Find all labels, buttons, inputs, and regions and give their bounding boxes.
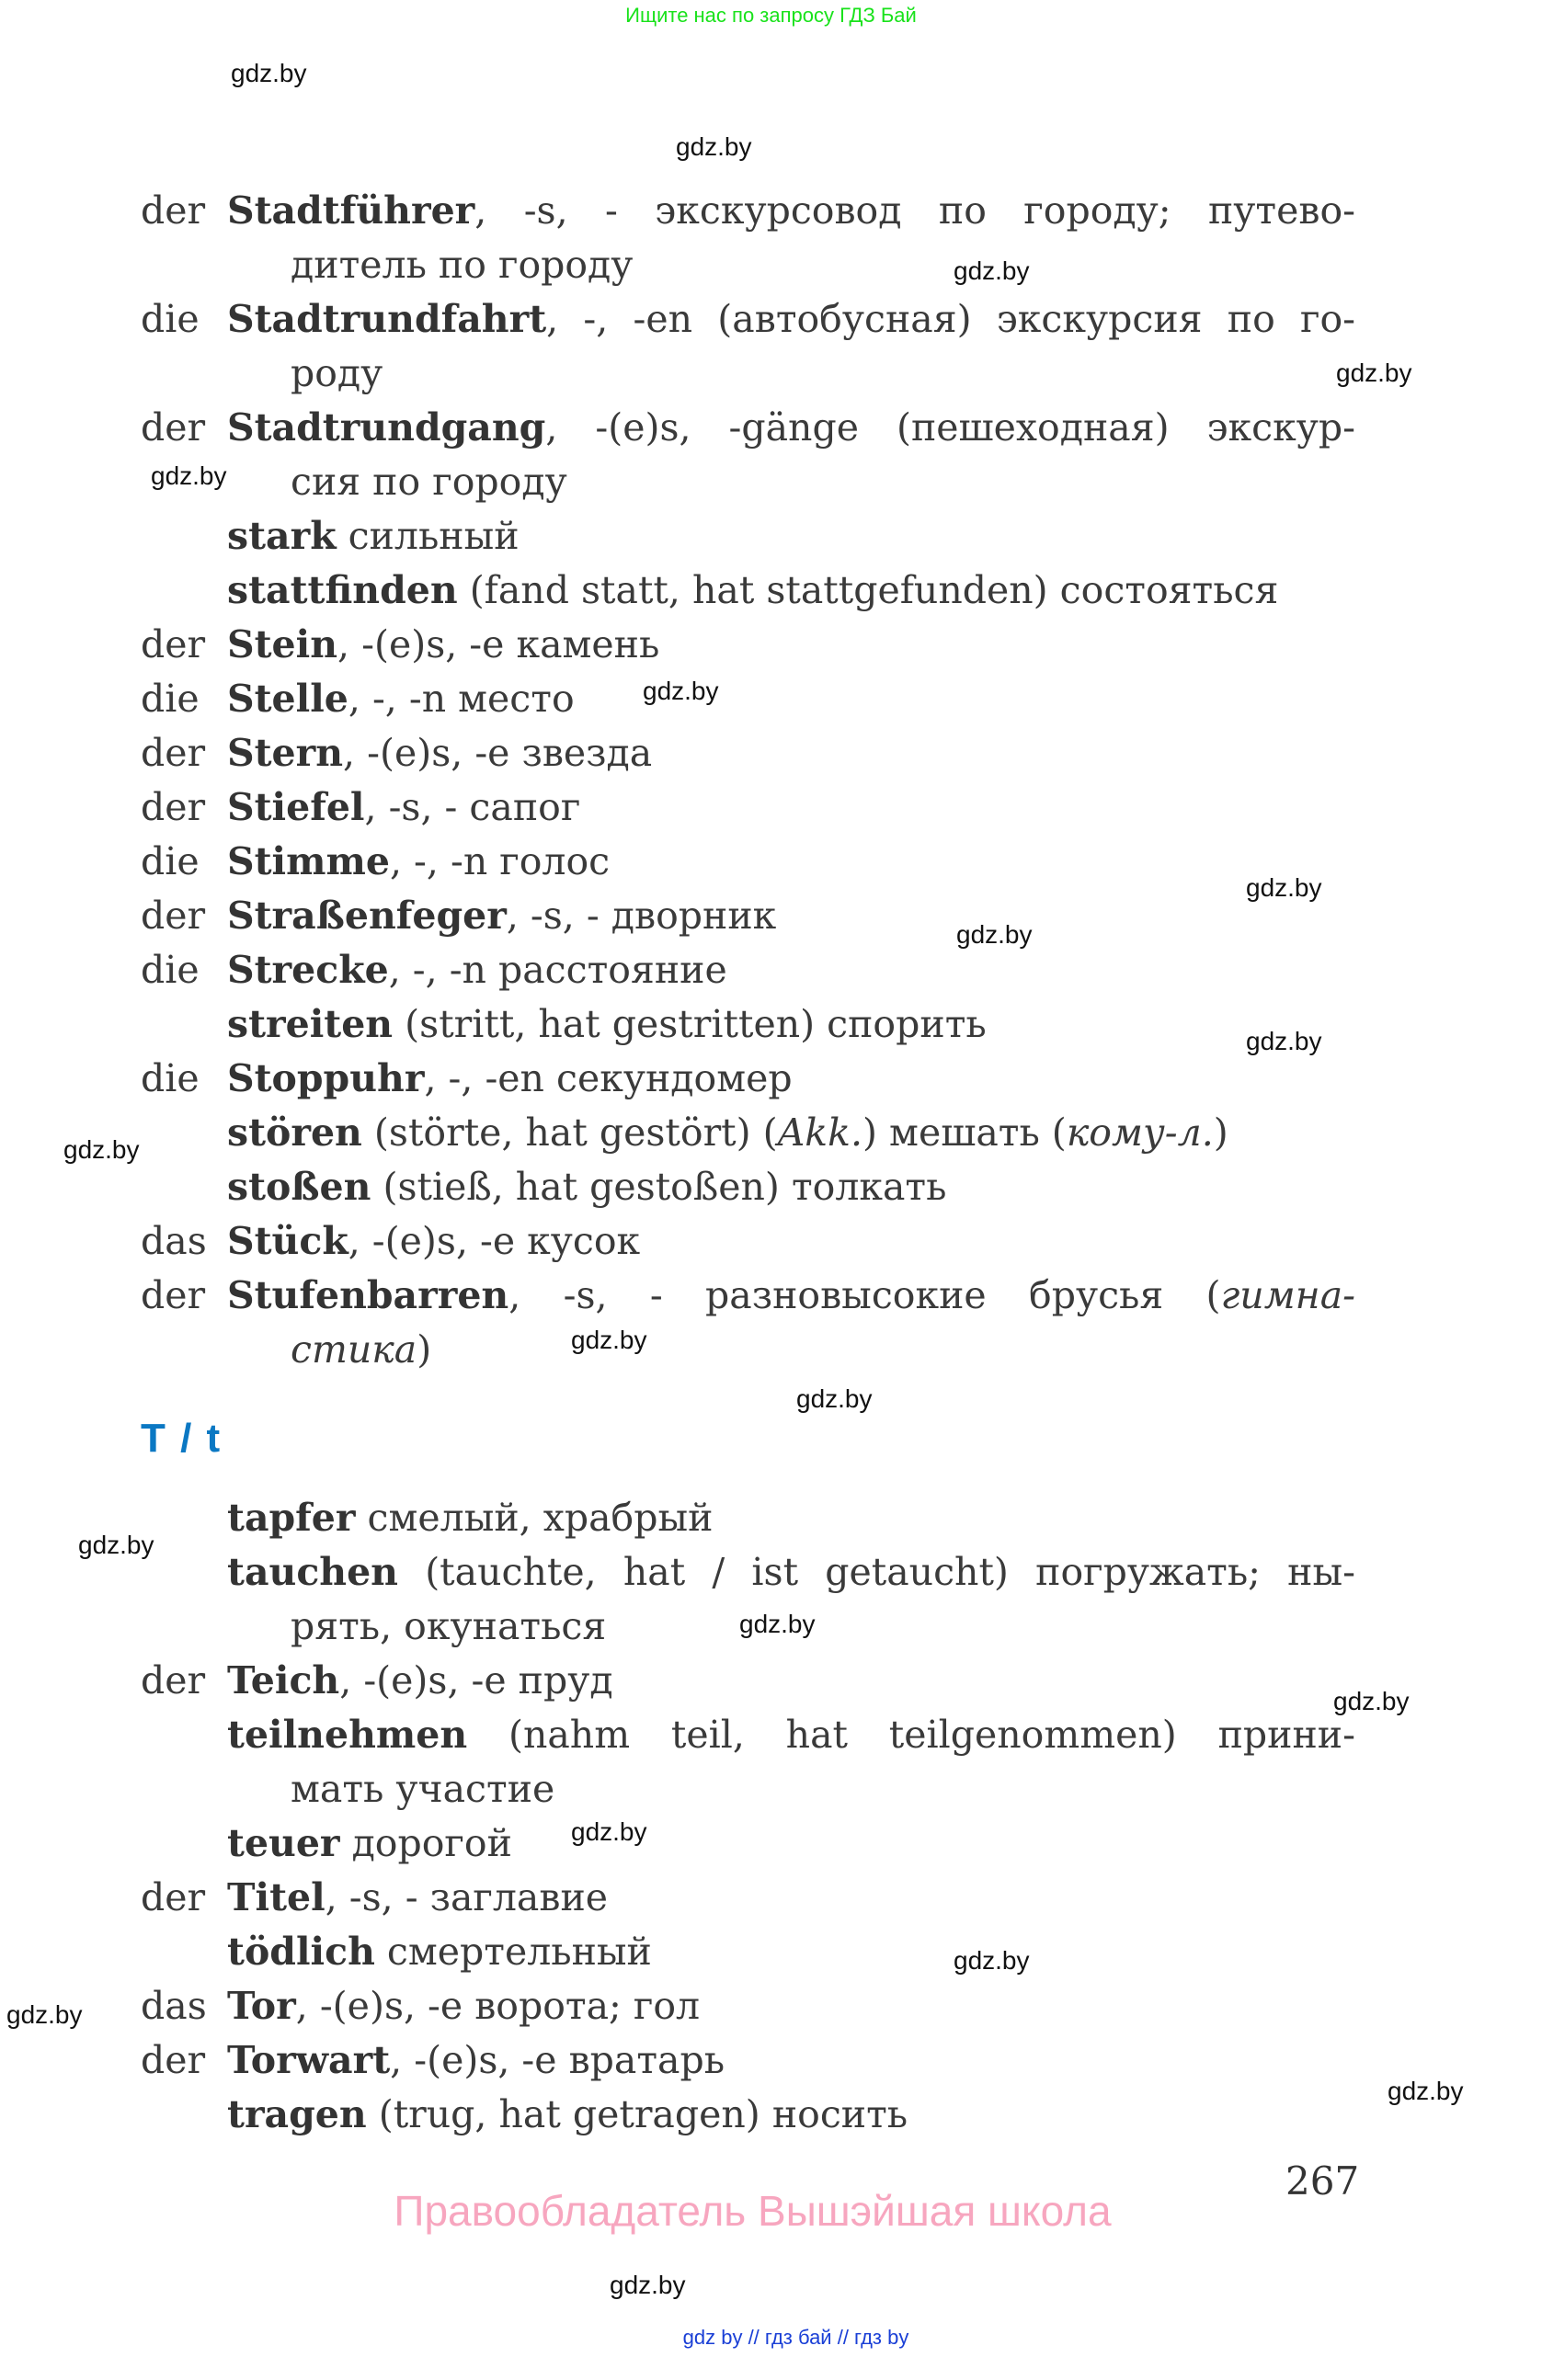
dictionary-entry: [0, 1708, 1542, 1762]
entry-definition-cont: сия по городу: [291, 460, 567, 504]
entry-definition: (stritt, hat gestritten) спорить: [393, 1002, 987, 1046]
entry-definition: сильный: [336, 514, 520, 558]
entry-definition: , -, -en секундомер: [424, 1056, 793, 1100]
dictionary-entry: [0, 1106, 1542, 1160]
entry-definition-cont: мать участие: [291, 1767, 555, 1811]
entry-definition: дорогой: [339, 1821, 512, 1865]
dictionary-entry: [0, 564, 1542, 618]
entry-article: die: [141, 677, 200, 721]
watermark: gdz.by: [1336, 359, 1412, 387]
entry-headword: tödlich: [227, 1930, 375, 1974]
entry-definition: , -s, - сапог: [364, 785, 581, 829]
watermark: gdz.by: [63, 1135, 140, 1164]
entry-article: der: [141, 1273, 206, 1317]
entry-article: der: [141, 2038, 206, 2082]
entry-continuation: [0, 347, 1542, 401]
watermark: gdz.by: [739, 1610, 816, 1638]
entry-headword: Stein: [227, 622, 338, 666]
dictionary-entry: [0, 1545, 1542, 1600]
entry-article: der: [141, 785, 206, 829]
entry-continuation: [0, 238, 1542, 292]
entry-definition: , -s, - разновысокие брусья (: [508, 1273, 1221, 1317]
entry-definition: , -, -en (автобусная) экскурсия по го-: [546, 297, 1355, 341]
dictionary-entry: [0, 401, 1542, 455]
entry-headword: Teich: [227, 1658, 340, 1702]
dictionary-entry: [0, 2033, 1542, 2088]
dictionary-entry: [0, 889, 1542, 943]
dictionary-entry: [0, 1052, 1542, 1106]
dictionary-entry: [0, 780, 1542, 835]
entry-headword: stark: [227, 514, 337, 558]
dictionary-entry: [0, 726, 1542, 780]
dictionary-entry: [0, 943, 1542, 997]
entry-article: der: [141, 731, 206, 775]
copyright-notice: [0, 2186, 1542, 2236]
dictionary-entry: [0, 292, 1542, 347]
watermark: gdz.by: [1246, 1027, 1322, 1055]
entry-article: der: [141, 622, 206, 666]
entry-definition: , -(e)s, -e кусок: [348, 1219, 641, 1263]
entry-headword: Torwart: [227, 2038, 391, 2082]
entry-headword: Titel: [227, 1875, 326, 1919]
grammar-note: Akk.: [777, 1110, 863, 1155]
dictionary-entry: [0, 1491, 1542, 1545]
dictionary-entry: [0, 618, 1542, 672]
watermark: gdz.by: [78, 1531, 154, 1559]
entry-headword: teilnehmen: [227, 1713, 468, 1757]
usage-note: стика: [291, 1327, 417, 1372]
copyright-text: Правообладатель Вышэйшая школа: [394, 2187, 1112, 2235]
entry-headword: streiten: [227, 1002, 394, 1046]
entry-definition: , -(e)s, -e звезда: [343, 731, 653, 775]
entry-continuation: [0, 455, 1542, 509]
entry-headword: Stadtführer: [227, 188, 475, 233]
entry-article: der: [141, 894, 206, 938]
entry-article: die: [141, 948, 200, 992]
entry-article: die: [141, 839, 200, 883]
watermark: gdz.by: [956, 920, 1033, 949]
watermark: gdz.by: [571, 1817, 647, 1846]
entry-headword: tragen: [227, 2092, 367, 2136]
entry-article: das: [141, 1219, 207, 1263]
entry-definition: (trug, hat getragen) носить: [366, 2092, 908, 2136]
dictionary-entry: [0, 1816, 1542, 1871]
entry-definition: смелый, храбрый: [355, 1496, 714, 1540]
dictionary-entry: [0, 1979, 1542, 2033]
entry-headword: Stück: [227, 1219, 348, 1263]
entry-headword: Stimme: [227, 839, 390, 883]
watermark: gdz.by: [1246, 873, 1322, 902]
watermark: gdz.by: [610, 2271, 686, 2299]
entry-continuation: [0, 1762, 1542, 1816]
dictionary-entry: [0, 184, 1542, 238]
entry-headword: Stiefel: [227, 785, 365, 829]
watermark: gdz.by: [1388, 2077, 1464, 2105]
watermark: gdz.by: [571, 1326, 647, 1354]
entry-definition: , -(e)s, -e вратарь: [390, 2038, 725, 2082]
entry-article: der: [141, 1658, 206, 1702]
section-heading-t: T / t: [141, 1416, 223, 1461]
entry-headword: teuer: [227, 1821, 340, 1865]
search-banner: Ищите нас по запросу ГДЗ Бай: [625, 4, 917, 27]
entry-headword: Tor: [227, 1984, 296, 2028]
dictionary-entry: [0, 1160, 1542, 1214]
watermark: gdz.by: [1333, 1687, 1410, 1715]
entry-article: die: [141, 297, 200, 341]
watermark: gdz.by: [954, 1946, 1030, 1975]
dictionary-entry: [0, 1654, 1542, 1708]
entry-headword: tauchen: [227, 1550, 398, 1594]
entry-definition: , -(e)s, -e пруд: [339, 1658, 613, 1702]
entry-definition-cont: роду: [291, 351, 383, 395]
entry-article: der: [141, 405, 206, 450]
entry-headword: Stadtrundfahrt: [227, 297, 547, 341]
entry-article: das: [141, 1984, 207, 2028]
entry-definition: (stieß, hat gestoßen) толкать: [371, 1165, 947, 1209]
dictionary-entry: [0, 835, 1542, 889]
watermark: gdz.by: [676, 132, 752, 161]
dictionary-entry: [0, 1925, 1542, 1979]
entry-definition: , -, -n голос: [389, 839, 611, 883]
entry-continuation: [0, 1323, 1542, 1377]
entry-definition: , -s, - дворник: [506, 894, 777, 938]
entry-headword: stoßen: [227, 1165, 371, 1209]
usage-note: гимна-: [1220, 1273, 1355, 1317]
dictionary-entry: [0, 672, 1542, 726]
entry-definition: , -s, - экскурсовод по городу; путево-: [474, 188, 1355, 233]
entry-headword: Stoppuhr: [227, 1056, 425, 1100]
dictionary-entry: [0, 997, 1542, 1055]
entry-continuation: [0, 1600, 1542, 1654]
entry-article: die: [141, 1056, 200, 1100]
entry-definition: (störte, hat gestört) (: [361, 1110, 778, 1155]
entry-definition-cont: рять, окунаться: [291, 1604, 607, 1648]
entry-headword: stattfinden: [227, 568, 458, 612]
entry-headword: Stelle: [227, 677, 348, 721]
entry-definition: , -, -n расстояние: [388, 948, 727, 992]
watermark: gdz.by: [151, 461, 227, 490]
dictionary-entry: [0, 1871, 1542, 1925]
dictionary-entry: [0, 1214, 1542, 1269]
entry-definition: (fand statt, hat stattgefunden) состояться: [457, 568, 1279, 612]
usage-note: кому-л.: [1066, 1110, 1214, 1155]
page-number: 267: [1285, 2158, 1360, 2203]
footer-links[interactable]: [0, 2326, 1542, 2350]
dictionary-entry: [0, 509, 1542, 564]
entry-article: der: [141, 188, 206, 233]
entry-article: der: [141, 1875, 206, 1919]
entry-headword: Strecke: [227, 948, 389, 992]
entry-definition: , -(e)s, -e камень: [337, 622, 660, 666]
watermark: gdz.by: [231, 59, 307, 87]
entry-headword: tapfer: [227, 1496, 356, 1540]
entry-definition: , -(e)s, -e ворота; гол: [295, 1984, 701, 2028]
entry-headword: Stufenbarren: [227, 1273, 509, 1317]
entry-definition-cont: ): [417, 1327, 432, 1372]
watermark: gdz.by: [796, 1384, 873, 1413]
entry-definition: ) мешать (: [862, 1110, 1067, 1155]
entry-headword: Stadtrundgang: [227, 405, 546, 450]
watermark: gdz.by: [6, 2000, 83, 2029]
entry-headword: Stern: [227, 731, 344, 775]
entry-headword: stören: [227, 1110, 362, 1155]
entry-definition: (tauchte, hat / ist getaucht) погружать; ны-: [397, 1550, 1355, 1594]
entry-definition: ): [1213, 1110, 1228, 1155]
entry-headword: Straßenfeger: [227, 894, 507, 938]
entry-definition: (nahm teil, hat teilgenommen) прини-: [467, 1713, 1355, 1757]
entry-definition: смертельный: [374, 1930, 652, 1974]
entry-definition-cont: дитель по городу: [291, 243, 634, 287]
watermark: gdz.by: [954, 256, 1030, 285]
dictionary-entry: [0, 1269, 1542, 1323]
entry-definition: , -(e)s, -gänge (пешеходная) экскур-: [545, 405, 1355, 450]
entry-definition: , -, -n место: [348, 677, 575, 721]
entry-definition: , -s, - заглавие: [325, 1875, 609, 1919]
dictionary-entry: [0, 2088, 1542, 2142]
watermark: gdz.by: [643, 677, 719, 705]
footer-links-text[interactable]: gdz by // гдз бай // гдз by: [682, 2326, 909, 2349]
